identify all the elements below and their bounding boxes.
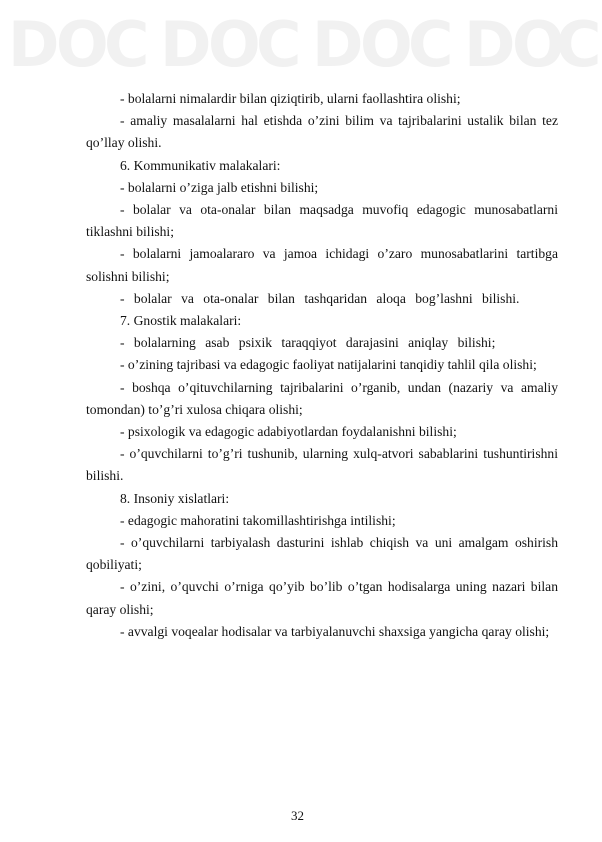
paragraph: - edagogic mahoratini takomillashtirishga intilishi; (120, 512, 396, 528)
watermark-letter: O (512, 8, 565, 81)
section-heading: 7. Gnostik malakalari: (120, 313, 242, 329)
watermark (0, 0, 602, 82)
watermark-letter: C (104, 8, 150, 81)
paragraph: - o’zini, o’quvchi o’rniga qo’yib bo’lib o’tgan hodisalarga uning nazari bilan qaray olishi; (86, 579, 558, 617)
paragraph: - o’quvchilarni to’g’ri tushunib, ularning xulq-atvori sabablarini tushuntirishni bilishi. (86, 446, 558, 484)
paragraph: - bolalar va ota-onalar bilan maqsadga muvofiq edagogic munosabatlarni tiklashni bilishi; (86, 202, 558, 240)
watermark-letter: C (408, 8, 454, 81)
watermark-letter: C (556, 8, 602, 81)
body-text (86, 88, 558, 643)
watermark-letter: D (312, 8, 364, 81)
paragraph: - bolalarni nimalardir bilan qiziqtirib, ularni faollashtira olishi; (120, 91, 461, 106)
paragraph: - avvalgi voqealar hodisalar va tarbiyalanuvchi shaxsiga yangicha qaray olishi; (120, 623, 550, 639)
paragraph: - boshqa o’qituvchilarning tajribalarini o’rganib, undan (nazariy va amaliy tomondan) to’g’ri xulosa chiqara olishi; (86, 379, 558, 417)
paragraph: - o’zining tajribasi va edagogic faoliyat natijalarini tanqidiy tahlil qila olishi; (120, 357, 537, 373)
paragraph: - bolalarni jamoalararo va jamoa ichidagi o’zaro munosabatlarini tartibga solishni bilishi; (86, 246, 558, 284)
watermark-letter: O (360, 8, 413, 81)
paragraph: - bolalarning asab psixik taraqqiyot darajasini aniqlay bilishi; (120, 335, 496, 351)
paragraph: - bolalarni o’ziga jalb etishni bilishi; (120, 179, 319, 195)
section-heading: 8. Insoniy xislatlari: (120, 490, 230, 506)
section-heading: 6. Kommunikativ malakalari: (120, 157, 281, 173)
watermark-letter: D (8, 8, 60, 81)
paragraph: - o’quvchilarni tarbiyalash dasturini ishlab chiqish va uni amalgam oshirish qobiliyati; (86, 535, 558, 573)
watermark-letter: O (208, 8, 261, 81)
paragraph: - amaliy masalalarni hal etishda o’zini bilim va tajribalarini ustalik bilan tez qo’llay olishi. (86, 113, 558, 151)
watermark-letter: O (56, 8, 109, 81)
paragraph: - bolalar va ota-onalar bilan tashqaridan aloqa bog’lashni bilishi. (120, 290, 520, 306)
watermark-letter: C (256, 8, 302, 81)
watermark-letter: D (464, 8, 516, 81)
paragraph: - psixologik va edagogic adabiyotlardan foydalanishni bilishi; (120, 424, 457, 440)
watermark-letter: D (160, 8, 212, 81)
page-number: 32 (291, 808, 304, 823)
